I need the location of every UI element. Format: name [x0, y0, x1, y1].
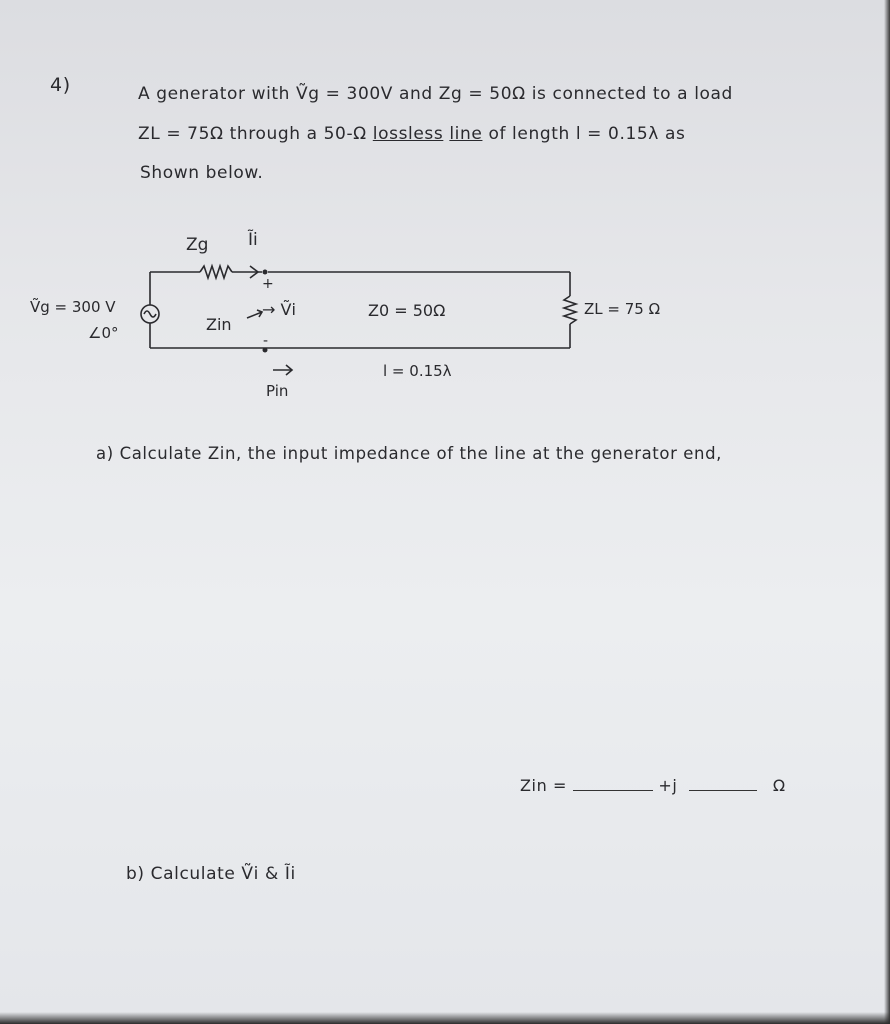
problem-line-2-line: line	[449, 124, 483, 144]
screen-edge-right	[884, 0, 890, 1024]
problem-number: 4)	[50, 74, 71, 96]
vg-phase: ∠0°	[88, 324, 119, 342]
zin-real-blank[interactable]	[573, 790, 653, 791]
plus-sign: +	[262, 276, 274, 292]
part-b-text: b) Calculate Ṽi & Ĩi	[126, 864, 296, 884]
minus-sign: -	[263, 333, 269, 349]
plus-j-label: +j	[658, 776, 678, 795]
terminal-dot-top	[263, 270, 268, 275]
vg-label: Ṽg = 300 V	[30, 298, 116, 316]
problem-line-3: Shown below.	[140, 163, 264, 183]
zg-resistor	[200, 266, 232, 278]
zl-resistor	[564, 296, 576, 324]
problem-line-2-post: of length l = 0.15λ as	[488, 124, 686, 144]
length-label: l = 0.15λ	[383, 362, 452, 380]
ohm-unit: Ω	[772, 776, 786, 795]
vi-label: → Ṽi	[262, 300, 296, 319]
zin-answer-label: Zin =	[520, 776, 568, 795]
zin-label: Zin	[206, 315, 232, 334]
problem-line-2-pre: ZL = 75Ω through a 50-Ω	[138, 124, 367, 144]
zin-answer-row	[520, 776, 786, 795]
part-a-text: a) Calculate Zin, the input impedance of the line at the generator end,	[96, 444, 723, 463]
ii-label: Ĩi	[248, 230, 258, 250]
circuit-diagram	[0, 200, 890, 420]
pin-label: Pin	[266, 382, 289, 400]
zg-label: Zg	[186, 235, 209, 255]
screen-edge-bottom	[0, 1012, 890, 1024]
z0-label: Z0 = 50Ω	[368, 301, 446, 320]
problem-line-1: A generator with Ṽg = 300V and Zg = 50Ω is connected to a load	[138, 84, 733, 104]
problem-line-2-lossless: lossless	[372, 124, 444, 144]
problem-line-2	[138, 124, 685, 144]
zin-imag-blank[interactable]	[689, 790, 757, 791]
zl-label: ZL = 75 Ω	[584, 300, 661, 318]
